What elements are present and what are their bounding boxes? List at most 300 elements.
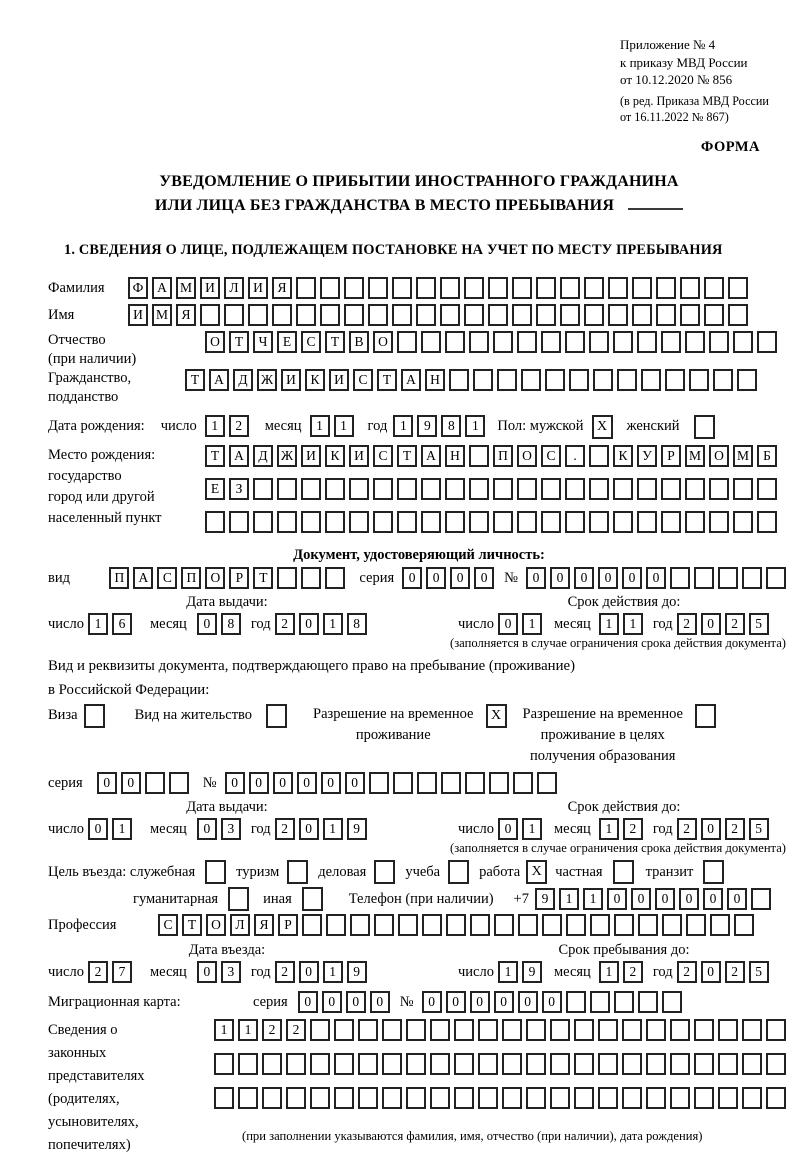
char-cell[interactable] [478, 1087, 498, 1109]
char-cell[interactable] [445, 511, 465, 533]
char-cell[interactable]: 2 [623, 818, 643, 840]
char-cell[interactable] [526, 1053, 546, 1075]
char-cell[interactable]: 9 [347, 818, 367, 840]
char-cell[interactable] [545, 369, 565, 391]
char-cell[interactable] [670, 1087, 690, 1109]
char-cell[interactable] [734, 914, 754, 936]
char-cell[interactable]: Т [182, 914, 202, 936]
char-cell[interactable] [680, 277, 700, 299]
char-cell[interactable]: 1 [323, 818, 343, 840]
char-cell[interactable]: 1 [334, 415, 354, 437]
char-cell[interactable] [469, 445, 489, 467]
char-cell[interactable] [637, 478, 657, 500]
char-cell[interactable] [392, 277, 412, 299]
char-cell[interactable] [641, 369, 661, 391]
char-cell[interactable]: 8 [221, 613, 241, 635]
char-cell[interactable] [661, 511, 681, 533]
char-cell[interactable] [737, 369, 757, 391]
char-cell[interactable] [277, 478, 297, 500]
char-cell[interactable] [632, 277, 652, 299]
char-cell[interactable] [694, 1087, 714, 1109]
char-cell[interactable] [537, 772, 557, 794]
char-cell[interactable] [757, 478, 777, 500]
char-cell[interactable]: 1 [310, 415, 330, 437]
char-cell[interactable]: 9 [417, 415, 437, 437]
char-cell[interactable]: 0 [631, 888, 651, 910]
char-cell[interactable] [589, 511, 609, 533]
char-cell[interactable] [469, 511, 489, 533]
residence-permit-checkbox[interactable] [266, 704, 287, 728]
char-cell[interactable]: С [158, 914, 178, 936]
char-cell[interactable]: 0 [494, 991, 514, 1013]
char-cell[interactable] [464, 277, 484, 299]
char-cell[interactable]: А [229, 445, 249, 467]
char-cell[interactable] [757, 331, 777, 353]
char-cell[interactable] [766, 1019, 786, 1041]
char-cell[interactable] [224, 304, 244, 326]
char-cell[interactable]: Т [253, 567, 273, 589]
char-cell[interactable]: 8 [347, 613, 367, 635]
char-cell[interactable] [565, 511, 585, 533]
char-cell[interactable] [478, 1053, 498, 1075]
char-cell[interactable] [517, 478, 537, 500]
char-cell[interactable] [445, 331, 465, 353]
char-cell[interactable]: Ж [257, 369, 277, 391]
char-cell[interactable] [440, 277, 460, 299]
char-cell[interactable]: 5 [749, 613, 769, 635]
char-cell[interactable] [494, 914, 514, 936]
char-cell[interactable]: . [565, 445, 585, 467]
char-cell[interactable] [296, 277, 316, 299]
char-cell[interactable] [406, 1019, 426, 1041]
char-cell[interactable] [310, 1019, 330, 1041]
char-cell[interactable]: 2 [262, 1019, 282, 1041]
char-cell[interactable]: 0 [299, 961, 319, 983]
char-cell[interactable]: 0 [299, 818, 319, 840]
char-cell[interactable]: И [301, 445, 321, 467]
char-cell[interactable] [550, 1019, 570, 1041]
char-cell[interactable]: Ч [253, 331, 273, 353]
char-cell[interactable] [565, 331, 585, 353]
char-cell[interactable]: Т [185, 369, 205, 391]
char-cell[interactable] [742, 567, 762, 589]
char-cell[interactable]: Н [425, 369, 445, 391]
char-cell[interactable]: 0 [727, 888, 747, 910]
char-cell[interactable]: У [637, 445, 657, 467]
char-cell[interactable]: Т [325, 331, 345, 353]
char-cell[interactable] [728, 304, 748, 326]
char-cell[interactable] [358, 1087, 378, 1109]
char-cell[interactable] [656, 277, 676, 299]
char-cell[interactable]: 0 [498, 613, 518, 635]
char-cell[interactable] [398, 914, 418, 936]
char-cell[interactable]: 0 [273, 772, 293, 794]
char-cell[interactable] [766, 1053, 786, 1075]
char-cell[interactable]: 2 [677, 818, 697, 840]
char-cell[interactable] [566, 914, 586, 936]
char-cell[interactable]: 2 [725, 818, 745, 840]
char-cell[interactable] [662, 991, 682, 1013]
char-cell[interactable] [565, 478, 585, 500]
char-cell[interactable]: Ж [277, 445, 297, 467]
char-cell[interactable]: 2 [725, 961, 745, 983]
char-cell[interactable]: 0 [426, 567, 446, 589]
char-cell[interactable] [517, 331, 537, 353]
char-cell[interactable] [421, 511, 441, 533]
char-cell[interactable]: Л [230, 914, 250, 936]
char-cell[interactable]: 0 [646, 567, 666, 589]
visa-checkbox[interactable] [84, 704, 105, 728]
char-cell[interactable] [205, 511, 225, 533]
char-cell[interactable]: 0 [526, 567, 546, 589]
char-cell[interactable] [382, 1019, 402, 1041]
char-cell[interactable]: Я [272, 277, 292, 299]
char-cell[interactable] [502, 1019, 522, 1041]
char-cell[interactable] [733, 331, 753, 353]
char-cell[interactable] [422, 914, 442, 936]
char-cell[interactable]: И [349, 445, 369, 467]
char-cell[interactable] [751, 888, 771, 910]
char-cell[interactable] [465, 772, 485, 794]
char-cell[interactable]: 2 [88, 961, 108, 983]
char-cell[interactable]: 0 [607, 888, 627, 910]
char-cell[interactable] [589, 478, 609, 500]
char-cell[interactable] [733, 511, 753, 533]
char-cell[interactable]: 0 [655, 888, 675, 910]
char-cell[interactable] [613, 511, 633, 533]
char-cell[interactable]: 1 [323, 961, 343, 983]
char-cell[interactable]: 9 [522, 961, 542, 983]
female-checkbox[interactable] [694, 415, 715, 439]
char-cell[interactable]: 1 [599, 961, 619, 983]
char-cell[interactable] [502, 1087, 522, 1109]
char-cell[interactable]: 0 [446, 991, 466, 1013]
char-cell[interactable]: С [157, 567, 177, 589]
char-cell[interactable] [704, 277, 724, 299]
char-cell[interactable] [512, 304, 532, 326]
char-cell[interactable]: М [733, 445, 753, 467]
char-cell[interactable] [689, 369, 709, 391]
char-cell[interactable]: 0 [701, 613, 721, 635]
char-cell[interactable] [646, 1019, 666, 1041]
char-cell[interactable] [382, 1053, 402, 1075]
char-cell[interactable] [728, 277, 748, 299]
char-cell[interactable] [421, 478, 441, 500]
char-cell[interactable] [406, 1053, 426, 1075]
char-cell[interactable]: 1 [465, 415, 485, 437]
char-cell[interactable] [584, 277, 604, 299]
char-cell[interactable]: 7 [112, 961, 132, 983]
char-cell[interactable]: С [301, 331, 321, 353]
char-cell[interactable]: А [421, 445, 441, 467]
char-cell[interactable] [416, 277, 436, 299]
char-cell[interactable]: 2 [677, 613, 697, 635]
char-cell[interactable] [310, 1053, 330, 1075]
char-cell[interactable]: З [229, 478, 249, 500]
char-cell[interactable] [344, 277, 364, 299]
char-cell[interactable]: О [205, 567, 225, 589]
char-cell[interactable] [368, 304, 388, 326]
char-cell[interactable] [617, 369, 637, 391]
char-cell[interactable] [469, 478, 489, 500]
char-cell[interactable] [670, 567, 690, 589]
char-cell[interactable] [248, 304, 268, 326]
char-cell[interactable] [662, 914, 682, 936]
char-cell[interactable] [229, 511, 249, 533]
char-cell[interactable] [200, 304, 220, 326]
char-cell[interactable]: Н [445, 445, 465, 467]
char-cell[interactable] [493, 331, 513, 353]
char-cell[interactable] [718, 567, 738, 589]
char-cell[interactable] [478, 1019, 498, 1041]
male-checkbox[interactable]: X [592, 415, 613, 439]
char-cell[interactable]: П [493, 445, 513, 467]
char-cell[interactable]: В [349, 331, 369, 353]
char-cell[interactable] [517, 511, 537, 533]
char-cell[interactable]: 1 [599, 818, 619, 840]
char-cell[interactable]: 1 [583, 888, 603, 910]
char-cell[interactable]: 8 [441, 415, 461, 437]
char-cell[interactable]: 1 [323, 613, 343, 635]
char-cell[interactable] [397, 331, 417, 353]
char-cell[interactable] [521, 369, 541, 391]
char-cell[interactable]: 5 [749, 818, 769, 840]
char-cell[interactable] [536, 277, 556, 299]
char-cell[interactable] [350, 914, 370, 936]
char-cell[interactable]: Т [205, 445, 225, 467]
char-cell[interactable] [310, 1087, 330, 1109]
char-cell[interactable]: 1 [498, 961, 518, 983]
char-cell[interactable] [334, 1087, 354, 1109]
char-cell[interactable]: Я [176, 304, 196, 326]
char-cell[interactable]: 0 [299, 613, 319, 635]
char-cell[interactable]: А [209, 369, 229, 391]
char-cell[interactable]: 9 [535, 888, 555, 910]
char-cell[interactable] [709, 511, 729, 533]
char-cell[interactable] [445, 478, 465, 500]
char-cell[interactable]: 9 [347, 961, 367, 983]
char-cell[interactable]: А [133, 567, 153, 589]
char-cell[interactable] [542, 914, 562, 936]
char-cell[interactable] [550, 1053, 570, 1075]
char-cell[interactable] [665, 369, 685, 391]
char-cell[interactable] [488, 277, 508, 299]
char-cell[interactable] [541, 331, 561, 353]
char-cell[interactable] [430, 1053, 450, 1075]
char-cell[interactable] [560, 304, 580, 326]
char-cell[interactable] [766, 567, 786, 589]
char-cell[interactable]: Е [205, 478, 225, 500]
char-cell[interactable]: И [248, 277, 268, 299]
char-cell[interactable] [374, 914, 394, 936]
char-cell[interactable]: О [373, 331, 393, 353]
char-cell[interactable]: И [128, 304, 148, 326]
char-cell[interactable] [709, 478, 729, 500]
char-cell[interactable] [686, 914, 706, 936]
char-cell[interactable]: 0 [370, 991, 390, 1013]
char-cell[interactable] [446, 914, 466, 936]
char-cell[interactable]: 2 [623, 961, 643, 983]
char-cell[interactable] [334, 1019, 354, 1041]
char-cell[interactable] [301, 511, 321, 533]
char-cell[interactable] [301, 478, 321, 500]
char-cell[interactable] [454, 1087, 474, 1109]
char-cell[interactable]: Р [229, 567, 249, 589]
char-cell[interactable] [710, 914, 730, 936]
char-cell[interactable]: 2 [286, 1019, 306, 1041]
char-cell[interactable]: 3 [221, 961, 241, 983]
char-cell[interactable] [541, 478, 561, 500]
purpose-transit-checkbox[interactable] [703, 860, 724, 884]
char-cell[interactable] [661, 331, 681, 353]
char-cell[interactable] [590, 914, 610, 936]
char-cell[interactable]: М [685, 445, 705, 467]
char-cell[interactable]: Д [233, 369, 253, 391]
char-cell[interactable]: 1 [238, 1019, 258, 1041]
char-cell[interactable]: 5 [749, 961, 769, 983]
char-cell[interactable]: 0 [298, 991, 318, 1013]
char-cell[interactable] [598, 1053, 618, 1075]
purpose-other-checkbox[interactable] [302, 887, 323, 911]
temp-permit-edu-checkbox[interactable] [695, 704, 716, 728]
char-cell[interactable] [590, 991, 610, 1013]
char-cell[interactable] [608, 304, 628, 326]
char-cell[interactable]: 0 [550, 567, 570, 589]
char-cell[interactable] [512, 277, 532, 299]
char-cell[interactable]: 2 [275, 961, 295, 983]
char-cell[interactable] [262, 1053, 282, 1075]
char-cell[interactable]: О [206, 914, 226, 936]
char-cell[interactable]: 0 [225, 772, 245, 794]
char-cell[interactable] [550, 1087, 570, 1109]
char-cell[interactable] [373, 511, 393, 533]
purpose-humanitarian-checkbox[interactable] [228, 887, 249, 911]
purpose-study-checkbox[interactable] [448, 860, 469, 884]
char-cell[interactable] [325, 567, 345, 589]
char-cell[interactable]: 0 [518, 991, 538, 1013]
char-cell[interactable]: 2 [275, 818, 295, 840]
char-cell[interactable]: 0 [321, 772, 341, 794]
purpose-commercial-checkbox[interactable] [374, 860, 395, 884]
char-cell[interactable]: С [541, 445, 561, 467]
char-cell[interactable] [560, 277, 580, 299]
char-cell[interactable] [214, 1087, 234, 1109]
char-cell[interactable] [493, 511, 513, 533]
char-cell[interactable] [584, 304, 604, 326]
char-cell[interactable]: П [181, 567, 201, 589]
char-cell[interactable]: 0 [470, 991, 490, 1013]
char-cell[interactable]: С [373, 445, 393, 467]
char-cell[interactable] [358, 1019, 378, 1041]
char-cell[interactable] [238, 1053, 258, 1075]
char-cell[interactable] [614, 991, 634, 1013]
char-cell[interactable]: 1 [205, 415, 225, 437]
char-cell[interactable] [598, 1087, 618, 1109]
char-cell[interactable] [622, 1019, 642, 1041]
char-cell[interactable] [536, 304, 556, 326]
char-cell[interactable] [685, 331, 705, 353]
char-cell[interactable] [541, 511, 561, 533]
char-cell[interactable]: 0 [97, 772, 117, 794]
char-cell[interactable] [638, 991, 658, 1013]
char-cell[interactable] [608, 277, 628, 299]
char-cell[interactable]: 0 [297, 772, 317, 794]
char-cell[interactable]: А [401, 369, 421, 391]
char-cell[interactable]: 0 [498, 818, 518, 840]
char-cell[interactable] [277, 511, 297, 533]
char-cell[interactable] [632, 304, 652, 326]
char-cell[interactable] [145, 772, 165, 794]
char-cell[interactable]: Ф [128, 277, 148, 299]
char-cell[interactable]: 0 [346, 991, 366, 1013]
char-cell[interactable] [320, 277, 340, 299]
char-cell[interactable] [326, 914, 346, 936]
char-cell[interactable] [569, 369, 589, 391]
char-cell[interactable]: 0 [679, 888, 699, 910]
char-cell[interactable] [694, 1019, 714, 1041]
char-cell[interactable]: Р [278, 914, 298, 936]
char-cell[interactable]: 1 [522, 613, 542, 635]
char-cell[interactable] [397, 478, 417, 500]
char-cell[interactable] [373, 478, 393, 500]
char-cell[interactable]: 0 [197, 818, 217, 840]
char-cell[interactable]: И [200, 277, 220, 299]
title-blank-underline[interactable] [628, 194, 683, 210]
char-cell[interactable]: И [281, 369, 301, 391]
char-cell[interactable] [685, 478, 705, 500]
char-cell[interactable]: Л [224, 277, 244, 299]
char-cell[interactable]: М [152, 304, 172, 326]
char-cell[interactable] [742, 1087, 762, 1109]
char-cell[interactable] [742, 1053, 762, 1075]
char-cell[interactable] [368, 277, 388, 299]
char-cell[interactable] [497, 369, 517, 391]
char-cell[interactable] [214, 1053, 234, 1075]
char-cell[interactable]: Р [661, 445, 681, 467]
char-cell[interactable] [430, 1087, 450, 1109]
char-cell[interactable] [502, 1053, 522, 1075]
char-cell[interactable]: А [152, 277, 172, 299]
char-cell[interactable]: 2 [229, 415, 249, 437]
char-cell[interactable] [441, 772, 461, 794]
char-cell[interactable]: 0 [121, 772, 141, 794]
char-cell[interactable] [718, 1087, 738, 1109]
char-cell[interactable] [589, 445, 609, 467]
char-cell[interactable] [622, 1087, 642, 1109]
char-cell[interactable] [656, 304, 676, 326]
char-cell[interactable] [613, 478, 633, 500]
char-cell[interactable]: К [613, 445, 633, 467]
temp-permit-checkbox[interactable]: X [486, 704, 507, 728]
char-cell[interactable] [349, 511, 369, 533]
char-cell[interactable] [320, 304, 340, 326]
char-cell[interactable] [637, 511, 657, 533]
char-cell[interactable]: 0 [542, 991, 562, 1013]
purpose-private-checkbox[interactable] [613, 860, 634, 884]
char-cell[interactable]: 0 [197, 613, 217, 635]
char-cell[interactable] [392, 304, 412, 326]
char-cell[interactable]: 0 [402, 567, 422, 589]
char-cell[interactable] [718, 1019, 738, 1041]
char-cell[interactable] [661, 478, 681, 500]
char-cell[interactable] [286, 1053, 306, 1075]
char-cell[interactable] [613, 331, 633, 353]
char-cell[interactable]: 1 [599, 613, 619, 635]
char-cell[interactable] [574, 1053, 594, 1075]
char-cell[interactable] [766, 1087, 786, 1109]
char-cell[interactable]: Т [377, 369, 397, 391]
char-cell[interactable] [489, 772, 509, 794]
